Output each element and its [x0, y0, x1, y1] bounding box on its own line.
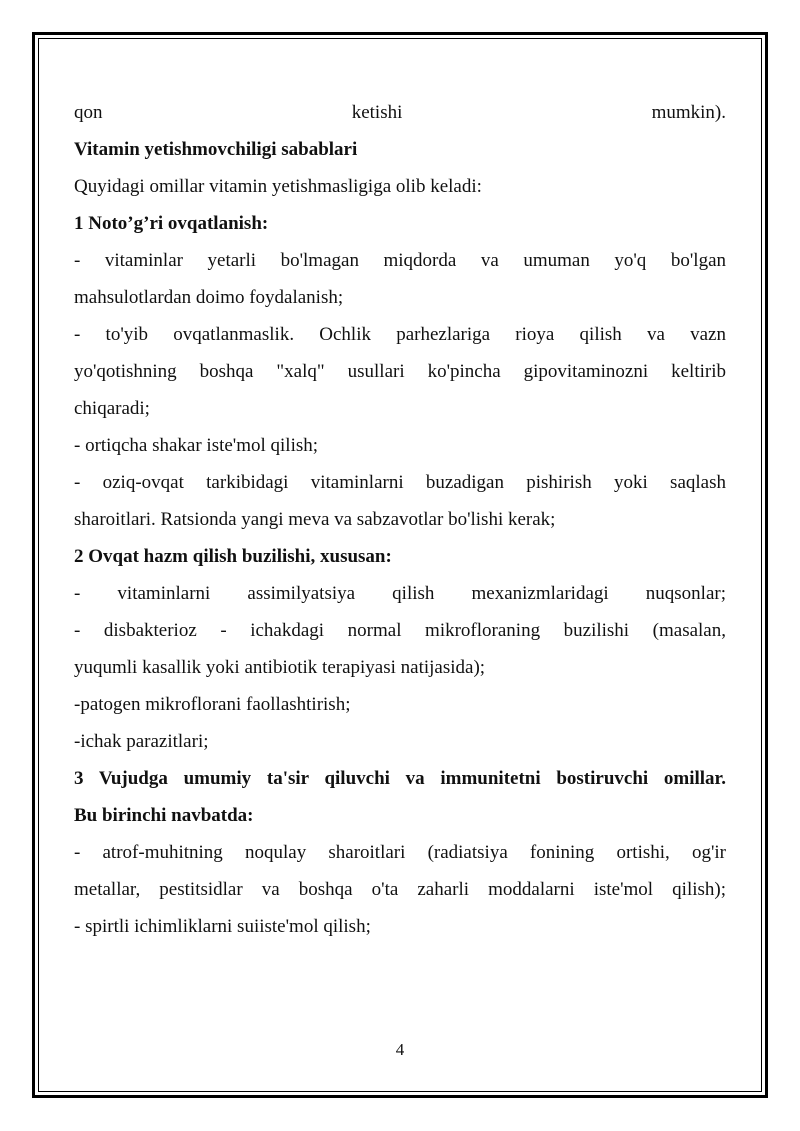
intro-text: Quyidagi omillar vitamin yetishmasligiga olib keladi:: [74, 176, 482, 197]
section3-title-line1: 3 Vujudga umumiy ta'sir qiluvchi va immunitetni bostiruvchi omillar.: [74, 768, 726, 789]
section3-item2: - spirtli ichimliklarni suiiste'mol qilish;: [74, 916, 371, 937]
section3-item1-line2: metallar, pestitsidlar va boshqa o'ta zaharli moddalarni iste'mol qilish);: [74, 879, 726, 900]
section2-item4: -ichak parazitlari;: [74, 731, 209, 752]
word-ketishi: ketishi: [351, 102, 403, 123]
section1-item4-line2: sharoitlari. Ratsionda yangi meva va sabzavotlar bo'lishi kerak;: [74, 509, 556, 530]
document-body: [74, 94, 726, 945]
section2-item3: -patogen mikroflorani faollashtirish;: [74, 694, 351, 715]
section1-title: 1 Noto’g’ri ovqatlanish:: [74, 213, 269, 234]
page-number: 4: [395, 1040, 405, 1059]
continuation-line: [74, 94, 726, 131]
section1-item1-line2: mahsulotlardan doimo foydalanish;: [74, 287, 344, 308]
section1-item2-line1: - to'yib ovqatlanmaslik. Ochlik parhezlariga rioya qilish va vazn: [74, 324, 726, 345]
section-heading-causes: Vitamin yetishmovchiligi sabablari: [74, 139, 358, 160]
section2-item1: - vitaminlarni assimilyatsiya qilish mexanizmlaridagi nuqsonlar;: [74, 583, 726, 604]
section3-title-line2: Bu birinchi navbatda:: [74, 805, 254, 826]
word-qon: qon: [74, 102, 103, 123]
section1-item2-line3: chiqaradi;: [74, 398, 150, 419]
section3-item1-line1: - atrof-muhitning noqulay sharoitlari (radiatsiya fonining ortishi, og'ir: [74, 842, 726, 863]
word-mumkin: mumkin).: [651, 102, 726, 123]
section1-item1-line1: - vitaminlar yetarli bo'lmagan miqdorda va umuman yo'q bo'lgan: [74, 250, 726, 271]
section1-item3: - ortiqcha shakar iste'mol qilish;: [74, 435, 319, 456]
section2-title: 2 Ovqat hazm qilish buzilishi, xususan:: [74, 546, 392, 567]
section1-item4-line1: - oziq-ovqat tarkibidagi vitaminlarni buzadigan pishirish yoki saqlash: [74, 472, 726, 493]
section2-item2-line2: yuqumli kasallik yoki antibiotik terapiyasi natijasida);: [74, 657, 486, 678]
section1-item2-line2: yo'qotishning boshqa "xalq" usullari ko'pincha gipovitaminozni keltirib: [74, 361, 726, 382]
section2-item2-line1: - disbakterioz - ichakdagi normal mikrofloraning buzilishi (masalan,: [74, 620, 726, 641]
